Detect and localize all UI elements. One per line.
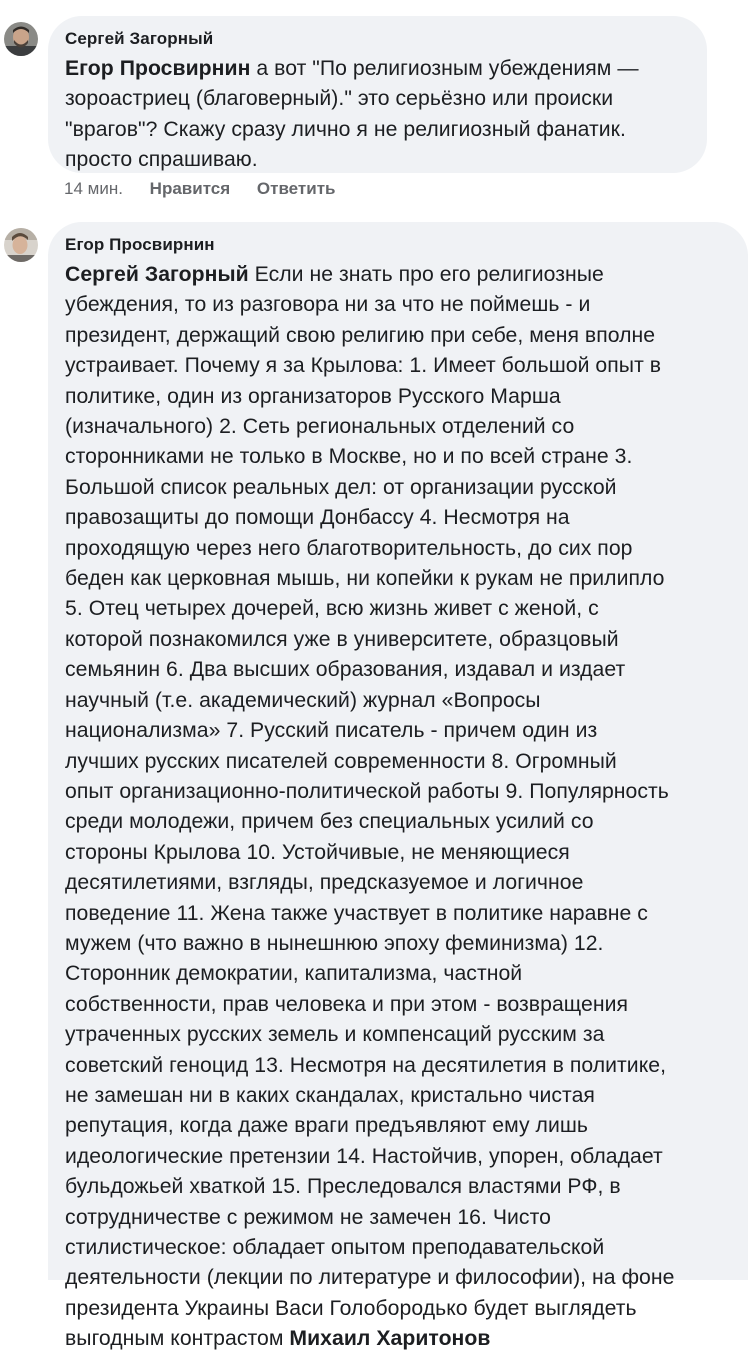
comment-line: 5. Отец четырех дочерей, всю жизнь живет с женой, с bbox=[65, 597, 599, 621]
comment-line: Сергей Загорный Если не знать про его религиозные bbox=[65, 263, 604, 286]
comment-line: сотрудничестве с режимом не замечен 16. Чисто bbox=[65, 1205, 551, 1229]
comment-line: десятилетиями, взгляды, предсказуемое и логичное bbox=[65, 871, 584, 895]
comment-line: "врагов"? Скажу сразу лично я не религиозный фанатик. bbox=[65, 117, 626, 141]
comment-timestamp[interactable]: 14 мин. bbox=[64, 179, 123, 198]
comment-line: президент, держащий свою религию при себе, меня вполне bbox=[65, 323, 656, 347]
comment-line: выгодным контрастом Михаил Харитонов bbox=[65, 1327, 491, 1351]
comment-line: убеждения, то из разговора ни за что не поймешь - и bbox=[65, 293, 591, 317]
mention-link[interactable]: Михаил Харитонов bbox=[289, 1327, 491, 1351]
comment-line: среди молодежи, причем без специальных усилий со bbox=[65, 810, 594, 834]
comment-line: президента Украины Васи Голобородько будет выглядеть bbox=[65, 1296, 637, 1320]
like-button[interactable]: Нравится bbox=[149, 179, 231, 198]
comment-bubble bbox=[48, 222, 748, 1351]
comment-line: советский геноцид 13. Несмотря на десятилетия в политике, bbox=[65, 1053, 667, 1077]
comment-bubble bbox=[48, 16, 707, 173]
comment-line: не замешан ни в каких скандалах, кристально чистая bbox=[65, 1083, 595, 1107]
comment-line: идеологические претензии 14. Настойчив, упорен, обладает bbox=[65, 1144, 663, 1168]
comment-line: утраченных русских земель и компенсаций русским за bbox=[65, 1023, 605, 1047]
comment-line: проходящую через него благотворительность, до сих пор bbox=[65, 536, 633, 560]
comment-line: бульдожьей хваткой 15. Преследовался властями РФ, в bbox=[65, 1175, 621, 1199]
comment-line: беден как церковная мышь, ни копейки к рукам не прилипло bbox=[65, 567, 665, 591]
comment-line: собственности, прав человека и при этом - возвращения bbox=[65, 992, 629, 1016]
comment-line: стилистическое: обладает опытом преподавательской bbox=[65, 1236, 605, 1259]
reply-button[interactable]: Ответить bbox=[256, 179, 336, 198]
comment-line: семьянин 6. Два высших образования, издавал и издает bbox=[65, 658, 626, 682]
comment-line: деятельности (лекции по литературе и философии), на фоне bbox=[65, 1266, 675, 1290]
avatar[interactable] bbox=[4, 228, 38, 262]
comment-line: поведение 11. Жена также участвует в политике наравне с bbox=[65, 901, 648, 925]
comment-line: мужем (что важно в нынешнюю эпоху феминизма) 12. bbox=[65, 931, 604, 955]
comment-line: стороны Крылова 10. Устойчивые, не меняющиеся bbox=[65, 840, 570, 864]
comment-line: лучших русских писателей современности 8. Огромный bbox=[65, 749, 617, 773]
comment-line: научный (т.е. академический) журнал «Вопросы bbox=[65, 688, 541, 712]
comment-line: устраивает. Почему я за Крылова: 1. Имеет большой опыт в bbox=[65, 354, 662, 378]
comment-line: национализма» 7. Русский писатель - причем один из bbox=[65, 719, 598, 743]
comment-line: политике, один из организаторов Русского Марша bbox=[65, 384, 561, 408]
comment-line: Сторонник демократии, капитализма, частной bbox=[65, 962, 523, 986]
comment-author[interactable]: Егор Просвирнин bbox=[65, 235, 215, 254]
mention-link[interactable]: Сергей Загорный bbox=[65, 263, 249, 286]
comment-line: сторонниками не только в Москве, но и по всей стране 3. bbox=[65, 445, 633, 469]
comment-line: Большой список реальных дел: от организации русской bbox=[65, 475, 617, 499]
comment-author[interactable]: Сергей Загорный bbox=[65, 29, 214, 48]
avatar[interactable] bbox=[4, 22, 38, 56]
comment-text bbox=[65, 260, 732, 1355]
comment-text bbox=[65, 54, 691, 176]
comment-line: Егор Просвирнин а вот "По религиозным убеждениям — bbox=[65, 57, 639, 80]
mention-link[interactable]: Егор Просвирнин bbox=[65, 57, 251, 80]
comment-line: зороастриец (благоверный)." это серьёзно или происки bbox=[65, 87, 614, 111]
comment-line: правозащиты до помощи Донбассу 4. Несмотря на bbox=[65, 506, 570, 530]
comment-line: опыт организационно-политической работы 9. Популярность bbox=[65, 779, 669, 803]
comment-line: репутация, когда даже враги предъявляют ему лишь bbox=[65, 1114, 588, 1138]
comment-line: просто спрашиваю. bbox=[65, 148, 258, 172]
comment-actions bbox=[64, 178, 357, 200]
comment-line: (изначального) 2. Сеть региональных отделений со bbox=[65, 415, 575, 439]
comment-line: которой познакомился уже в университете, образцовый bbox=[65, 627, 619, 651]
